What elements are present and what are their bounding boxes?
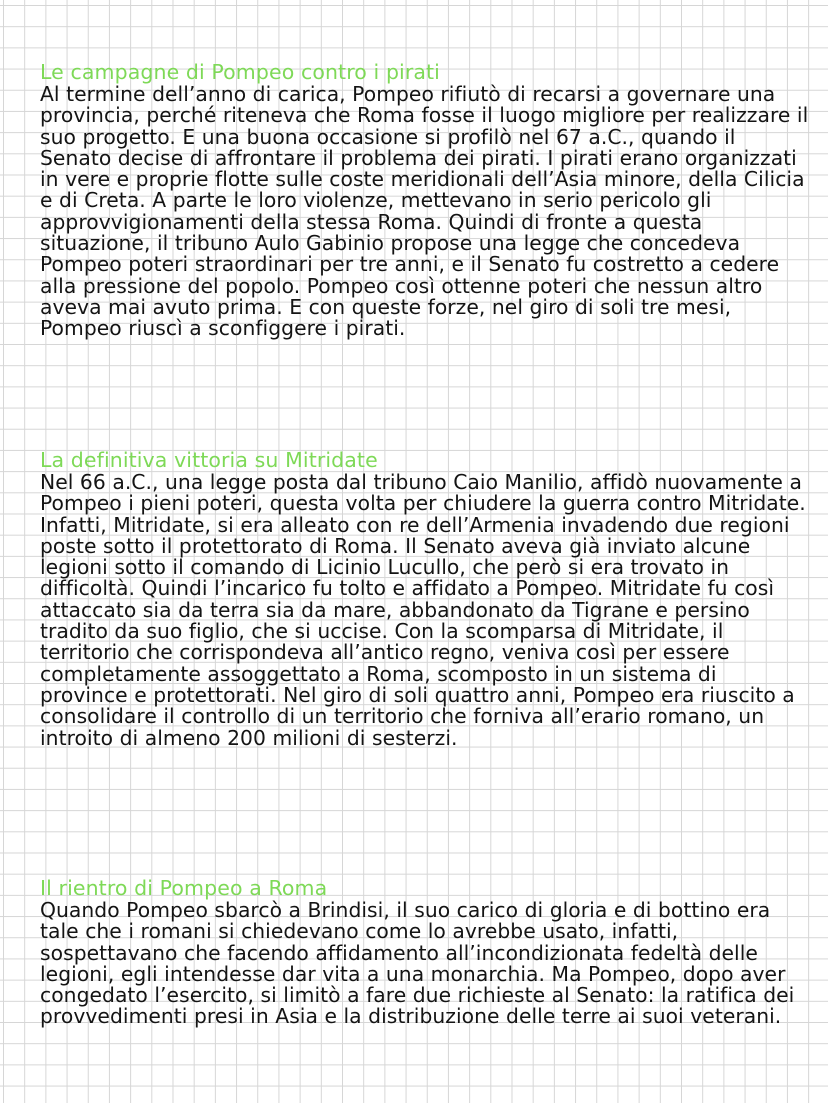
section-mithridates-victory xyxy=(40,448,810,749)
section-body: Nel 66 a.C., una legge posta dal tribuno Caio Manilio, affidò nuovamente a Pompeo i pieni poteri, questa volta per chiudere la guerra contro Mitridate. Infatti, Mitridate, si era alleato con re dell’Armenia invadendo due regioni poste sotto il protettorato di Roma. Il Senato aveva già inviato alcune legioni sotto il comando di Licinio Lucullo, che però si era trovato in difficoltà. Quindi l’incarico fu tolto e affidato a Pompeo. Mitridate fu così attaccato sia da terra sia da mare, abbandonato da Tigrane e persino tradito da suo figlio, che si uccise. Con la scomparsa di Mitridate, il territorio che corrispondeva all’antico regno, veniva così per essere completamente assoggettato a Roma, scomposto in un sistema di province e protettorati. Nel giro di soli quattro anni, Pompeo era riuscito a consolidare il controllo di un territorio che forniva all’erario romano, un introito di almeno 200 milioni di sesterzi. xyxy=(40,470,806,750)
section-body: Quando Pompeo sbarcò a Brindisi, il suo carico di gloria e di bottino era tale che i romani si chiedevano come lo avrebbe usato, infatti, sospettavano che facendo affidamento all’incondizionata fedeltà delle legioni, egli intendesse dar vita a una monarchia. Ma Pompeo, dopo aver congedato l’esercito, si limitò a fare due richieste al Senato: la ratifica dei provvedimenti presi in Asia e la distribuzione delle terre ai suoi veterani. xyxy=(40,898,795,1029)
section-body: Al termine dell’anno di carica, Pompeo rifiutò di recarsi a governare una provincia, perché riteneva che Roma fosse il luogo migliore per realizzare il suo progetto. E una buona occasione si profilò nel 67 a.C., quando il Senato decise di affrontare il problema dei pirati. I pirati erano organizzati in vere e proprie flotte sulle coste meridionali dell’Asia minore, della Cilicia e di Creta. A parte le loro violenze, mettevano in serio pericolo gli approvvigionamenti della stessa Roma. Quindi di fronte a questa situazione, il tribuno Aulo Gabinio propose una legge che concedeva Pompeo poteri straordinari per tre anni, e il Senato fu costretto a cedere alla pressione del popolo. Pompeo così ottenne poteri che nessun altro aveva mai avuto prima. E con queste forze, nel giro di soli tre mesi, Pompeo riuscì a sconfiggere i pirati. xyxy=(40,82,809,341)
section-title: La definitiva vittoria su Mitridate xyxy=(40,448,378,472)
section-title: Le campagne di Pompeo contro i pirati xyxy=(40,60,440,84)
section-pirate-campaigns xyxy=(40,60,810,340)
section-pompey-return xyxy=(40,876,810,1028)
section-title: Il rientro di Pompeo a Roma xyxy=(40,876,328,900)
